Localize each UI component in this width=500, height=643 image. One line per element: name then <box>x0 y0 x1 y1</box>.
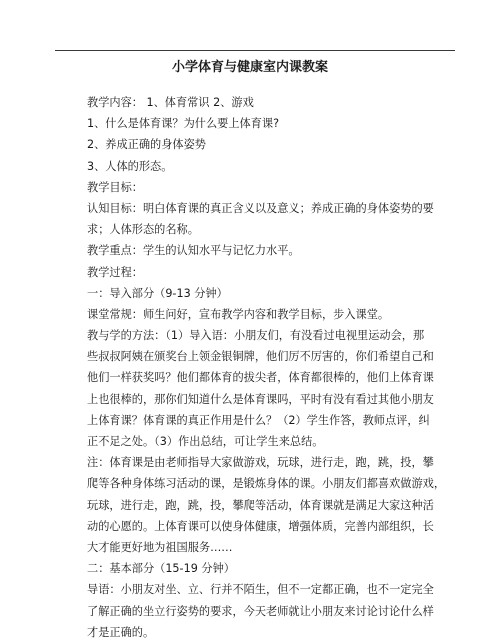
body-line: 爬等各种身体练习活动的课，是锻炼身体的课。小朋友们都喜欢做游戏， <box>87 477 446 491</box>
body-line: 认知目标：明白体育课的真正含义以及意义；养成正确的身体姿势的要 <box>87 201 434 215</box>
body-line: 1、什么是体育课？为什么要上体育课? <box>87 117 280 131</box>
header-rule <box>55 50 455 51</box>
body-line: 导语：小朋友对坐、立、行并不陌生，但不一定都正确，也不一定完全 <box>87 583 434 597</box>
body-line: 教学过程： <box>87 265 143 279</box>
body-line: 了解正确的坐立行姿势的要求，今天老师就让小朋友来讨论讨论什么样 <box>87 604 434 618</box>
body-line: 教学重点：学生的认知水平与记忆力水平。 <box>87 244 300 258</box>
body-line: 才是正确的。 <box>87 625 155 639</box>
body-line: 一：导入部分（9-13 分钟） <box>87 286 228 300</box>
body-line: 求；人体形态的名称。 <box>87 223 199 237</box>
body-line: 二：基本部分（15-19 分钟） <box>87 562 235 576</box>
body-line: 正不足之处。（3）作出总结，可让学生来总结。 <box>87 435 324 448</box>
body-line: 3、人体的形态。 <box>87 159 173 173</box>
body-line: 课堂常规：师生问好，宣布教学内容和教学目标，步入课堂。 <box>87 307 390 321</box>
body-line: 2、养成正确的身体姿势 <box>87 138 206 152</box>
body-line: 教与学的方法：（1）导入语：小朋友们，有没看过电视里运动会，那 <box>87 329 425 343</box>
body-line: 些叔叔阿姨在颁奖台上领金银铜牌，他们厉不厉害的，你们希望自己和 <box>87 350 434 364</box>
body-line: 教学目标： <box>87 180 143 194</box>
document-body <box>87 92 453 643</box>
body-line: 上也很棒的，那你们知道什么是体育课吗，平时有没有看过其他小朋友 <box>87 392 434 406</box>
body-line: 上体育课？体育课的真正作用是什么？（2）学生作答，教师点评，纠 <box>87 413 430 427</box>
document-title: 小学体育与健康室内课教案 <box>171 60 328 75</box>
body-line: 动的心愿的。上体育课可以使身体健康，增强体质，完善内部组织，长 <box>87 519 434 533</box>
body-line: 大才能更好地为祖国服务…… <box>87 540 233 554</box>
body-line: 玩球，进行走，跑，跳，投，攀爬等活动，体育课就是满足大家这种活 <box>87 498 434 512</box>
body-line: 教学内容： 1、体育常识 2、游戏 <box>87 96 254 109</box>
body-line: 他们一样获奖吗？他们都体育的拔尖者，体育都很棒的，他们上体育课 <box>87 371 434 385</box>
body-line: 注：体育课是由老师指导大家做游戏，玩球，进行走，跑，跳，投，攀 <box>87 456 434 470</box>
